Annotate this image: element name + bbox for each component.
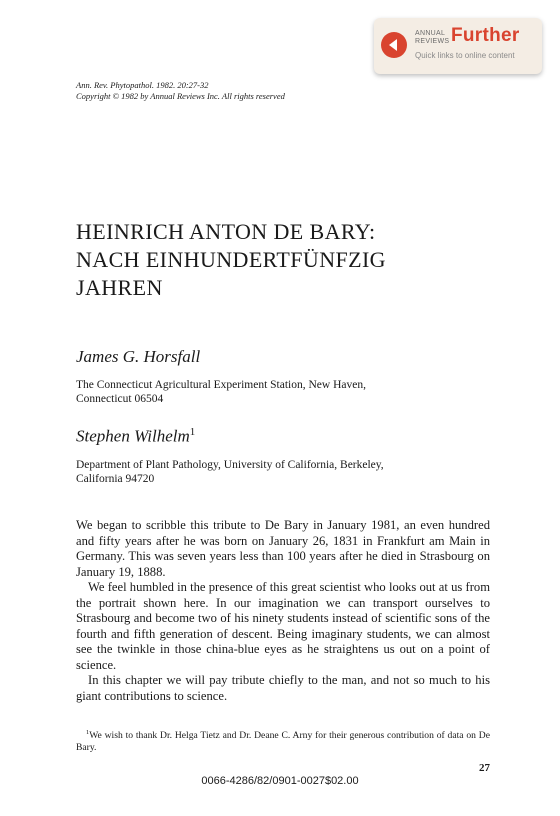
citation-line-1: Ann. Rev. Phytopathol. 1982. 20:27-32	[76, 80, 209, 90]
quick-links-link[interactable]: Quick links to online content	[415, 51, 515, 60]
author-name-1	[76, 347, 200, 367]
body-paragraph-1: We began to scribble this tribute to De Bary in January 1981, an even hundred and fifty years after he was born on January 26, 1831 in Frankfurt am Main in Germany. This was seven years less than 100 years after he died in Strasbourg on January 19, 1888.	[76, 518, 490, 579]
further-banner[interactable]	[374, 18, 542, 74]
brand-line-1: ANNUAL	[415, 30, 446, 37]
page-number: 27	[479, 762, 490, 774]
further-label: Further	[451, 25, 520, 46]
author-name-2	[76, 426, 195, 447]
title-line-1: HEINRICH ANTON DE BARY:	[76, 219, 376, 244]
author-affiliation-1	[76, 378, 366, 406]
article-body	[76, 518, 490, 704]
footnote-text: We wish to thank Dr. Helga Tietz and Dr. Deane C. Arny for their generous contribution of data on De Bary.	[76, 730, 490, 754]
article-title	[76, 218, 496, 302]
affil-1-line-2: Connecticut 06504	[76, 393, 164, 405]
brand-line-2: REVIEWS	[415, 38, 450, 45]
footnote	[76, 727, 490, 754]
author-2-text: Stephen Wilhelm	[76, 426, 190, 446]
citation-line-2: Copyright © 1982 by Annual Reviews Inc. All rights reserved	[76, 91, 285, 101]
footnote-number: 1	[86, 729, 90, 736]
title-line-3: JAHREN	[76, 275, 163, 300]
footnote-mark[interactable]: 1	[189, 426, 196, 438]
body-paragraph-2: We feel humbled in the presence of this great scientist who looks out at us from the portrait shown here. In our imagination we can transport ourselves to Strasbourg and become two of his ninety students instead of scientific sons of the fourth and fifth generation of descent. Being imaginary students, we can almost see the twinkle in those china-blue eyes as he straightens us out on a point of science.	[76, 580, 490, 672]
play-back-icon[interactable]	[381, 32, 407, 58]
affil-2-line-1: Department of Plant Pathology, University of California, Berkeley,	[76, 459, 384, 471]
affil-2-line-2: California 94720	[76, 473, 155, 485]
author-affiliation-2	[76, 458, 384, 486]
title-line-2: NACH EINHUNDERTFÜNFZIG	[76, 247, 386, 272]
journal-citation	[76, 80, 285, 102]
article-identifier: 0066-4286/82/0901-0027$02.00	[201, 775, 359, 787]
body-paragraph-3: In this chapter we will pay tribute chiefly to the man, and not so much to his giant contributions to science.	[76, 673, 490, 703]
affil-1-line-1: The Connecticut Agricultural Experiment Station, New Haven,	[76, 379, 366, 391]
annual-reviews-logo	[415, 30, 449, 46]
author-1-text: James G. Horsfall	[76, 347, 201, 366]
